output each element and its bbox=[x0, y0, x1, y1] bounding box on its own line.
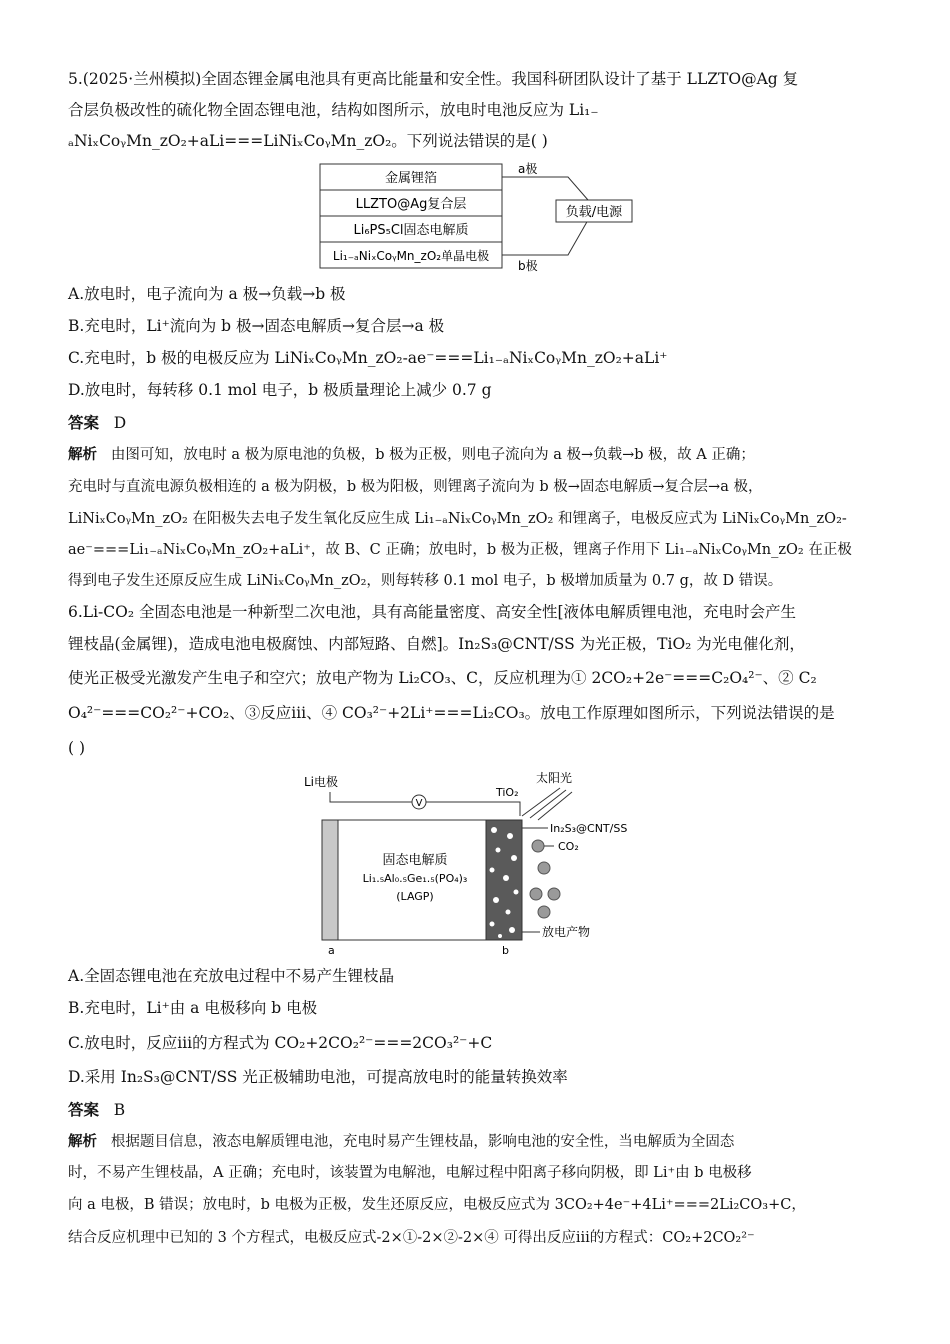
q5-analysis-line-3: LiNiₓCoᵧMn_zO₂ 在阳极失去电子发生氧化反应生成 Li₁₋ₐNiₓCoᵧMn_zO₂ 和锂离子，电极反应式为 LiNiₓCoᵧMn_zO₂- bbox=[68, 511, 847, 527]
li-electrode-a bbox=[322, 820, 338, 940]
q6-option-c: C.放电时，反应ⅲ的方程式为 CO₂+2CO₂²⁻===2CO₃²⁻+C bbox=[68, 1034, 493, 1052]
q5-battery-structure-diagram bbox=[318, 160, 638, 275]
electrolyte-abbr: (LAGP) bbox=[396, 890, 434, 903]
li-electrode-label: Li电极 bbox=[304, 775, 339, 789]
analysis-text: 由图可知，放电时 a 极为原电池的负极，b 极为正极，则电子流向为 a 极→负载→b 极，故 A 正确； bbox=[110, 447, 755, 463]
q5-analysis-line-1 bbox=[68, 445, 755, 465]
q6-stem-line-2: 锂枝晶(金属锂)，造成电池电极腐蚀、内部短路、自燃]。In₂S₃@CNT/SS 为光正极，TiO₂ 为光电催化剂， bbox=[68, 635, 805, 653]
answer-value: D bbox=[113, 414, 127, 432]
electrolyte-label: 固态电解质 bbox=[382, 853, 448, 868]
q5-option-c: C.充电时，b 极的电极反应为 LiNiₓCoᵧMn_zO₂-ae⁻===Li₁₋ₐNiₓCoᵧMn_zO₂+aLi⁺ bbox=[68, 349, 668, 367]
q6-stem-line-4: O₄²⁻===CO₂²⁻+CO₂、③反应ⅲ、④ CO₃²⁻+2Li⁺===Li₂CO₃。放电工作原理如图所示，下列说法错误的是 bbox=[68, 704, 835, 722]
co2-label: CO₂ bbox=[558, 840, 579, 853]
analysis-label: 解析 bbox=[68, 446, 97, 463]
q5-option-a: A.放电时，电子流向为 a 极→负载→b 极 bbox=[68, 285, 346, 303]
photocathode-label: In₂S₃@CNT/SS bbox=[550, 822, 628, 835]
q6-cell-diagram bbox=[298, 766, 658, 958]
q5-stem-line-3: ₐNiₓCoᵧMn_zO₂+aLi===LiNiₓCoᵧMn_zO₂。下列说法错误的是( ) bbox=[68, 132, 548, 150]
q6-analysis-line-2: 时，不易产生锂枝晶，A 正确；充电时，该装置为电解池，电解过程中阳离子移向阴极，即 Li⁺由 b 电极移 bbox=[68, 1165, 752, 1181]
layer-single-crystal-electrode: Li₁₋ₐNiₓCoᵧMn_zO₂单晶电极 bbox=[332, 249, 490, 263]
q6-answer bbox=[68, 1100, 125, 1120]
q5-analysis-line-5: 得到电子发生还原反应生成 LiNiₓCoᵧMn_zO₂，则每转移 0.1 mol 电子，b 极增加质量为 0.7 g，故 D 错误。 bbox=[68, 573, 783, 589]
q6-option-d: D.采用 In₂S₃@CNT/SS 光正极辅助电池，可提高放电时的能量转换效率 bbox=[68, 1068, 568, 1086]
voltmeter-label: V bbox=[415, 798, 423, 809]
q6-analysis-line-3: 向 a 电极，B 错误；放电时，b 电极为正极，发生还原反应，电极反应式为 3CO₂+4e⁻+4Li⁺===2Li₂CO₃+C， bbox=[68, 1197, 806, 1213]
answer-label: 答案 bbox=[68, 1100, 100, 1119]
q5-answer bbox=[68, 413, 126, 433]
q5-option-b: B.充电时，Li⁺流向为 b 极→固态电解质→复合层→a 极 bbox=[68, 317, 445, 335]
analysis-text: 根据题目信息，液态电解质锂电池，充电时易产生锂枝晶，影响电池的安全性，当电解质为全固态 bbox=[110, 1134, 735, 1150]
answer-value: B bbox=[113, 1101, 126, 1119]
q6-option-b: B.充电时，Li⁺由 a 电极移向 b 电极 bbox=[68, 999, 318, 1017]
analysis-label: 解析 bbox=[68, 1133, 97, 1150]
q5-option-d: D.放电时，每转移 0.1 mol 电子，b 极质量理论上减少 0.7 g bbox=[68, 381, 492, 399]
b-pole-label: b极 bbox=[518, 259, 538, 273]
q5-stem-line-1: 5.(2025·兰州模拟)全固态锂金属电池具有更高比能量和安全性。我国科研团队设计了基于 LLZTO@Ag 复 bbox=[68, 70, 799, 88]
electrode-b-label: b bbox=[502, 944, 509, 957]
q6-stem-line-5: ( ) bbox=[68, 739, 86, 757]
q5-analysis-line-4: ae⁻===Li₁₋ₐNiₓCoᵧMn_zO₂+aLi⁺，故 B、C 正确；放电时，b 极为正极，锂离子作用下 Li₁₋ₐNiₓCoᵧMn_zO₂ 在正极 bbox=[68, 542, 852, 558]
a-pole-label: a极 bbox=[518, 162, 538, 176]
q5-stem-line-2: 合层负极改性的硫化物全固态锂电池，结构如图所示，放电时电池反应为 Li₁₋ bbox=[68, 101, 599, 119]
tio2-label: TiO₂ bbox=[496, 786, 519, 799]
layer-solid-electrolyte: Li₆PS₅Cl固态电解质 bbox=[353, 223, 469, 238]
load-power-label: 负载/电源 bbox=[565, 205, 623, 220]
q6-option-a: A.全固态锂电池在充放电过程中不易产生锂枝晶 bbox=[68, 967, 395, 985]
layer-llzto-composite: LLZTO@Ag复合层 bbox=[355, 197, 467, 212]
layer-lithium-foil: 金属锂箔 bbox=[384, 171, 438, 186]
q6-stem-line-3: 使光正极受光激发产生电子和空穴；放电产物为 Li₂CO₃、C，反应机理为① 2CO₂+2e⁻===C₂O₄²⁻、② C₂ bbox=[68, 669, 817, 687]
electrode-a-label: a bbox=[328, 944, 335, 957]
answer-label: 答案 bbox=[68, 413, 100, 432]
q6-analysis-line-4: 结合反应机理中已知的 3 个方程式，电极反应式-2×①-2×②-2×④ 可得出反应ⅲ的方程式：CO₂+2CO₂²⁻ bbox=[68, 1230, 755, 1246]
electrolyte-formula: Li₁.₅Al₀.₅Ge₁.₅(PO₄)₃ bbox=[362, 872, 468, 885]
q5-analysis-line-2: 充电时与直流电源负极相连的 a 极为阴极，b 极为阳极，则锂离子流向为 b 极→固态电解质→复合层→a 极， bbox=[68, 479, 763, 495]
q6-stem-line-1: 6.Li-CO₂ 全固态电池是一种新型二次电池，具有高能量密度、高安全性[液体电解质锂电池，充电时会产生 bbox=[68, 603, 797, 621]
q6-analysis-line-1 bbox=[68, 1132, 734, 1152]
discharge-product-label: 放电产物 bbox=[542, 925, 591, 939]
sunlight-label: 太阳光 bbox=[536, 771, 573, 785]
